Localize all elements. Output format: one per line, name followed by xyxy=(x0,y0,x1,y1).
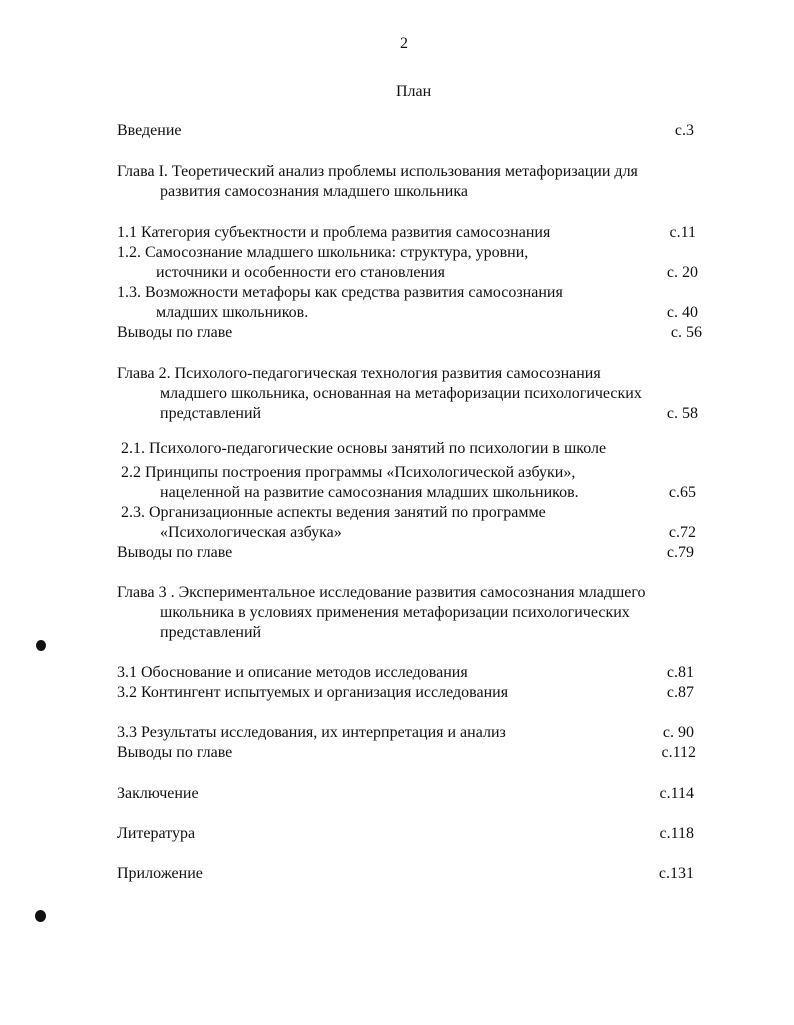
toc-2-1-label: 2.1. Психолого-педагогические основы занятий по психологии в школе xyxy=(121,440,607,457)
toc-3-3-label: 3.3 Результаты исследования, их интерпретация и анализ xyxy=(117,724,506,741)
scan-mark-bottom xyxy=(35,910,46,922)
toc-3-1-page: с.81 xyxy=(666,664,694,681)
toc-appendix-page: с.131 xyxy=(658,865,694,882)
toc-conclusion-page: с.114 xyxy=(659,785,694,802)
toc-conclusion-label: Заключение xyxy=(117,785,199,802)
toc-ch3-conclusion-label: Выводы по главе xyxy=(117,744,233,761)
toc-literature-label: Литература xyxy=(117,825,196,842)
toc-1-1-page: с.11 xyxy=(669,224,696,241)
toc-literature-page: с.118 xyxy=(659,825,694,842)
toc-3-2-label: 3.2 Контингент испытуемых и организация исследования xyxy=(117,684,509,701)
toc-intro-page: с.3 xyxy=(674,122,694,139)
toc-3-2-page: с.87 xyxy=(666,684,694,701)
scan-mark-top xyxy=(36,640,46,651)
toc-1-3-page: с. 40 xyxy=(666,304,698,321)
page-title: План xyxy=(396,83,432,100)
toc-2-3-page: с.72 xyxy=(668,524,696,541)
toc-3-1-label: 3.1 Обоснование и описание методов исследования xyxy=(117,664,468,681)
toc-ch2-page: с. 58 xyxy=(666,405,698,422)
toc-ch2-conclusion-label: Выводы по главе xyxy=(117,544,233,561)
page-number: 2 xyxy=(400,35,408,52)
toc-ch1-conclusion-page: с. 56 xyxy=(670,324,702,341)
toc-intro-label: Введение xyxy=(117,122,182,139)
toc-ch3-conclusion-page: с.112 xyxy=(661,744,696,761)
toc-appendix-label: Приложение xyxy=(117,865,203,882)
toc-3-3-page: с. 90 xyxy=(662,724,694,741)
toc-ch1-conclusion-label: Выводы по главе xyxy=(117,324,233,341)
toc-1-1-label: 1.1 Категория субъектности и проблема развития самосознания xyxy=(117,224,551,241)
toc-ch2-conclusion-page: с.79 xyxy=(666,544,694,561)
toc-2-2-page: с.65 xyxy=(668,484,696,501)
toc-1-2-page: с. 20 xyxy=(666,264,698,281)
